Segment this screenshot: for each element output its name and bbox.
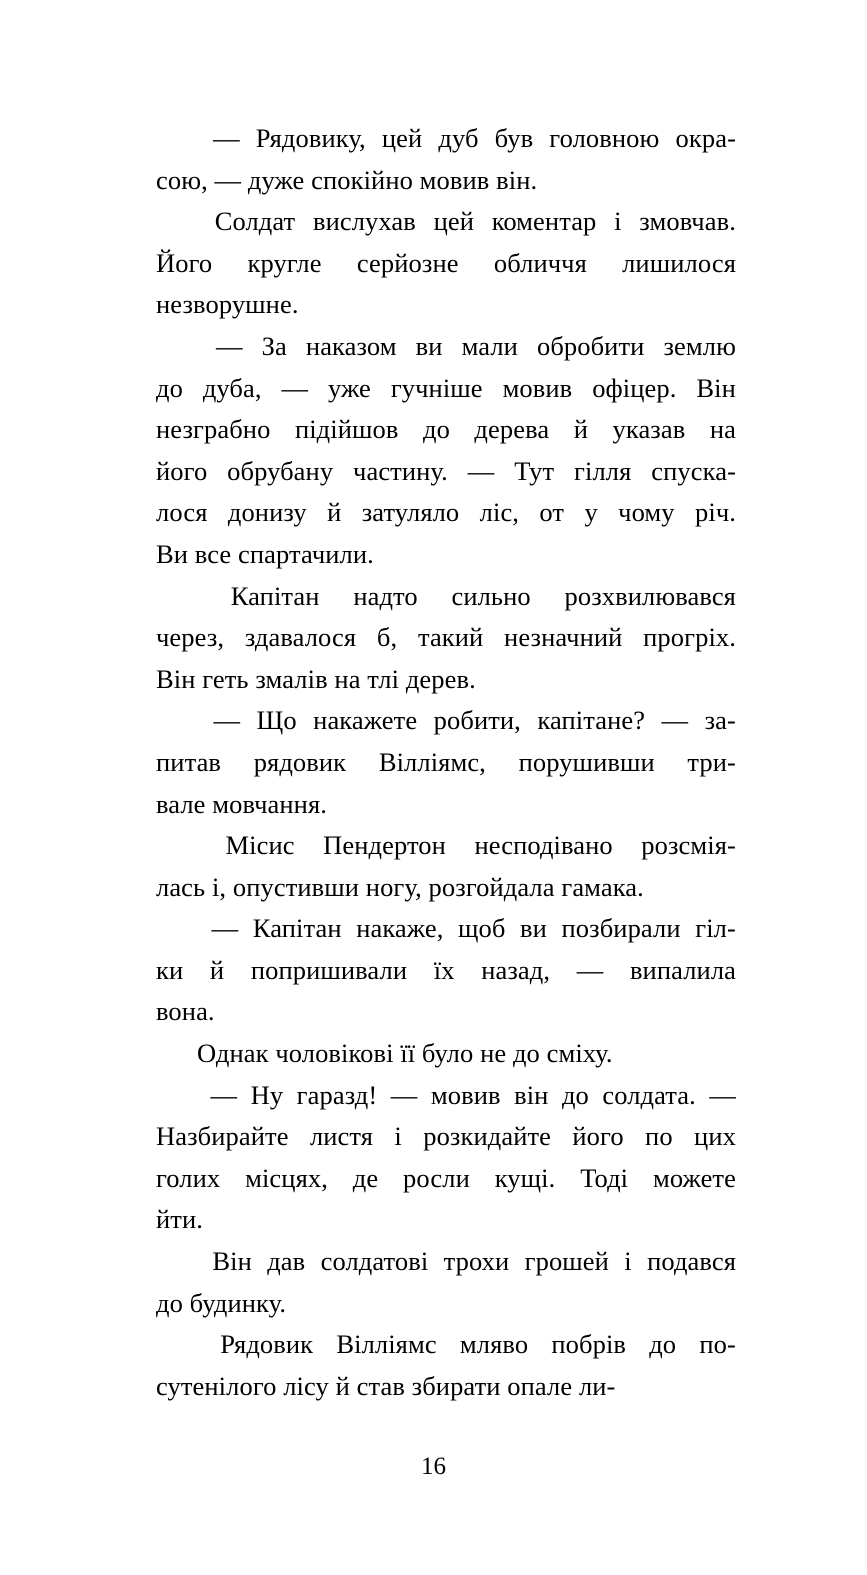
word: офіцер. (592, 372, 677, 403)
word: цих (694, 1121, 736, 1152)
text-line (156, 1324, 736, 1366)
text-line (156, 742, 736, 784)
word: дав (267, 1246, 306, 1277)
paragraph (156, 1241, 736, 1324)
word: грошей (524, 1246, 609, 1277)
word: гілля (574, 455, 632, 486)
word: дуба, (202, 372, 262, 403)
word: у (584, 497, 598, 528)
word: Тоді (580, 1162, 629, 1193)
page-text-block (156, 118, 736, 1407)
word: За (261, 330, 287, 361)
text-line: незворушне. (156, 289, 299, 320)
word: от (539, 497, 565, 528)
word: Що (256, 705, 297, 736)
word: робити, (433, 705, 521, 736)
paragraph (156, 118, 736, 201)
word: окра- (675, 123, 736, 153)
text-line (156, 700, 736, 742)
word: сильно (451, 580, 531, 611)
paragraph (156, 201, 736, 326)
word: по (645, 1121, 673, 1152)
text-line (156, 576, 736, 618)
word: позбирали (561, 913, 681, 944)
word: щоб (458, 913, 506, 944)
word: до (156, 372, 183, 403)
word: капітане? (537, 705, 646, 736)
word: — (211, 913, 239, 944)
paragraph (156, 1324, 736, 1407)
word: такий (417, 622, 484, 653)
word: ви (520, 913, 547, 944)
word: де (352, 1162, 379, 1193)
word: несподівано (474, 830, 613, 861)
word: незначний (504, 622, 623, 653)
word: і (394, 1121, 402, 1152)
word: солдата. (602, 1079, 696, 1110)
word: Він (212, 1246, 252, 1277)
word: попришивали (250, 954, 408, 985)
word: цей (381, 123, 423, 153)
word: кущі. (494, 1162, 556, 1193)
word: Його (156, 247, 213, 278)
word: — (661, 705, 689, 736)
word: порушивши (518, 746, 655, 777)
word: — (216, 330, 243, 361)
word: кругле (247, 247, 322, 278)
word: б, (376, 622, 398, 653)
word: й (327, 497, 342, 528)
word: мали (461, 330, 518, 361)
word: лишилося (622, 247, 736, 278)
word: розсмія- (641, 830, 736, 861)
word: Ну (250, 1079, 284, 1110)
word: листя (309, 1121, 374, 1152)
word: Він (696, 372, 736, 403)
word: — (281, 372, 309, 403)
word: Вілліямс, (378, 746, 486, 777)
text-line (156, 1158, 736, 1200)
word: Місис (225, 830, 295, 861)
word: надто (353, 580, 418, 611)
paragraph-indent (156, 326, 197, 368)
text-line: Ви все спартачили. (156, 538, 374, 569)
text-line: сою, — дуже спокійно мовив він. (156, 164, 538, 195)
word: підійшов (294, 414, 399, 445)
word: Вілліямс (336, 1329, 437, 1360)
text-line: Він геть змалів на тлі дерев. (156, 663, 476, 694)
word: Солдат (214, 206, 296, 237)
word: указав (612, 414, 686, 445)
paragraph (156, 825, 736, 908)
word: цей (433, 206, 474, 237)
text-line (156, 1241, 736, 1283)
text-line (156, 243, 736, 285)
text-line (156, 368, 736, 410)
word: випалила (629, 954, 736, 985)
word: Назбирайте (156, 1121, 289, 1152)
word: і (624, 1246, 632, 1277)
word: прогріх. (643, 622, 736, 653)
word: — (213, 705, 241, 736)
word: можете (652, 1162, 736, 1193)
word: Рядовик (220, 1329, 314, 1360)
word: вислухав (312, 206, 416, 237)
word: — (390, 1079, 418, 1110)
word: серйозне (356, 247, 459, 278)
word: й (209, 954, 225, 985)
word: незграбно (156, 414, 271, 445)
word: уже (327, 372, 371, 403)
word: змовчав. (639, 206, 736, 237)
text-line: вона. (156, 996, 215, 1027)
word: чому (618, 497, 675, 528)
text-line: вале мовчання. (156, 788, 327, 819)
word: лося (156, 497, 208, 528)
word: його (156, 455, 208, 486)
text-line: лась і, опустивши ногу, розгойдала гамака. (156, 871, 644, 902)
paragraph-indent (156, 576, 197, 618)
word: коментар (491, 206, 597, 237)
word: росли (403, 1162, 470, 1193)
text-line: Однак чоловікові її було не до сміху. (197, 1038, 613, 1069)
paragraph-indent (156, 201, 197, 243)
word: мовив (502, 372, 573, 403)
text-line (156, 1116, 736, 1158)
word: розхвилювався (564, 580, 736, 611)
text-line (156, 201, 736, 243)
word: затуляло (361, 497, 460, 528)
word: наказом (305, 330, 397, 361)
word: Капітан (252, 913, 342, 944)
word: ки (156, 954, 184, 985)
word: три- (687, 746, 736, 777)
word: обрубану (227, 455, 334, 486)
paragraph-indent (156, 118, 197, 160)
text-line (156, 326, 736, 368)
word: їх (433, 954, 455, 985)
paragraph-indent (156, 1324, 197, 1366)
word: й (573, 414, 589, 445)
word: до (561, 1079, 589, 1110)
text-line: сутенілого лісу й став збирати опале ли- (156, 1370, 616, 1401)
word: — (467, 455, 495, 486)
word: гаразд! (296, 1079, 378, 1110)
word: головною (549, 123, 660, 153)
word: його (572, 1121, 624, 1152)
word: Рядовику, (255, 123, 366, 153)
word: назад, (481, 954, 551, 985)
word: — (210, 1079, 238, 1110)
word: дерева (474, 414, 550, 445)
word: Капітан (230, 580, 320, 611)
word: побрів (551, 1329, 627, 1360)
page-number: 16 (421, 1453, 446, 1480)
word: за- (704, 705, 736, 736)
text-line (156, 118, 736, 160)
word: накажете (313, 705, 418, 736)
word: спуска- (651, 455, 736, 486)
word: гучніше (390, 372, 483, 403)
word: Тут (514, 455, 555, 486)
word: — (709, 1079, 736, 1110)
paragraph (156, 700, 736, 825)
paragraph-indent (156, 825, 197, 867)
paragraph-indent (156, 908, 197, 950)
word: ліс, (479, 497, 520, 528)
word: дуб (438, 123, 479, 153)
word: мляво (459, 1329, 529, 1360)
text-line (156, 451, 736, 493)
paragraph (156, 576, 736, 701)
word: солдатові (320, 1246, 429, 1277)
word: Пендертон (323, 830, 446, 861)
text-line (156, 908, 736, 950)
word: донизу (227, 497, 307, 528)
text-line (156, 1075, 736, 1117)
text-line (156, 492, 736, 534)
word: — (213, 123, 240, 153)
text-line: до будинку. (156, 1287, 287, 1318)
word: до (422, 414, 450, 445)
word: обробити (536, 330, 645, 361)
word: був (494, 123, 534, 153)
text-line (156, 617, 736, 659)
paragraph (156, 908, 736, 1033)
word: до (649, 1329, 677, 1360)
word: трохи (443, 1246, 510, 1277)
word: по- (699, 1329, 736, 1360)
word: мовив (430, 1079, 501, 1110)
text-line (156, 825, 736, 867)
word: землю (663, 330, 736, 361)
paragraph-indent (156, 1075, 197, 1117)
word: на (709, 414, 736, 445)
word: частину. (353, 455, 448, 486)
word: — (576, 954, 604, 985)
word: місцях, (245, 1162, 328, 1193)
word: подався (647, 1246, 736, 1277)
word: питав (156, 746, 222, 777)
word: гіл- (695, 913, 736, 944)
paragraph-indent (156, 1241, 197, 1283)
word: голих (156, 1162, 221, 1193)
word: річ. (695, 497, 736, 528)
paragraph (156, 326, 736, 576)
word: і (614, 206, 622, 237)
word: накаже, (356, 913, 444, 944)
word: через, (156, 622, 225, 653)
word: рядовик (253, 746, 347, 777)
paragraph-indent (156, 700, 197, 742)
word: обличчя (493, 247, 587, 278)
text-line: йти. (156, 1204, 203, 1235)
paragraph (156, 1075, 736, 1241)
word: розкидайте (423, 1121, 552, 1152)
text-line (156, 409, 736, 451)
paragraph (156, 1033, 736, 1075)
word: здавалося (244, 622, 357, 653)
text-line (156, 950, 736, 992)
word: ви (415, 330, 443, 361)
word: він (514, 1079, 549, 1110)
